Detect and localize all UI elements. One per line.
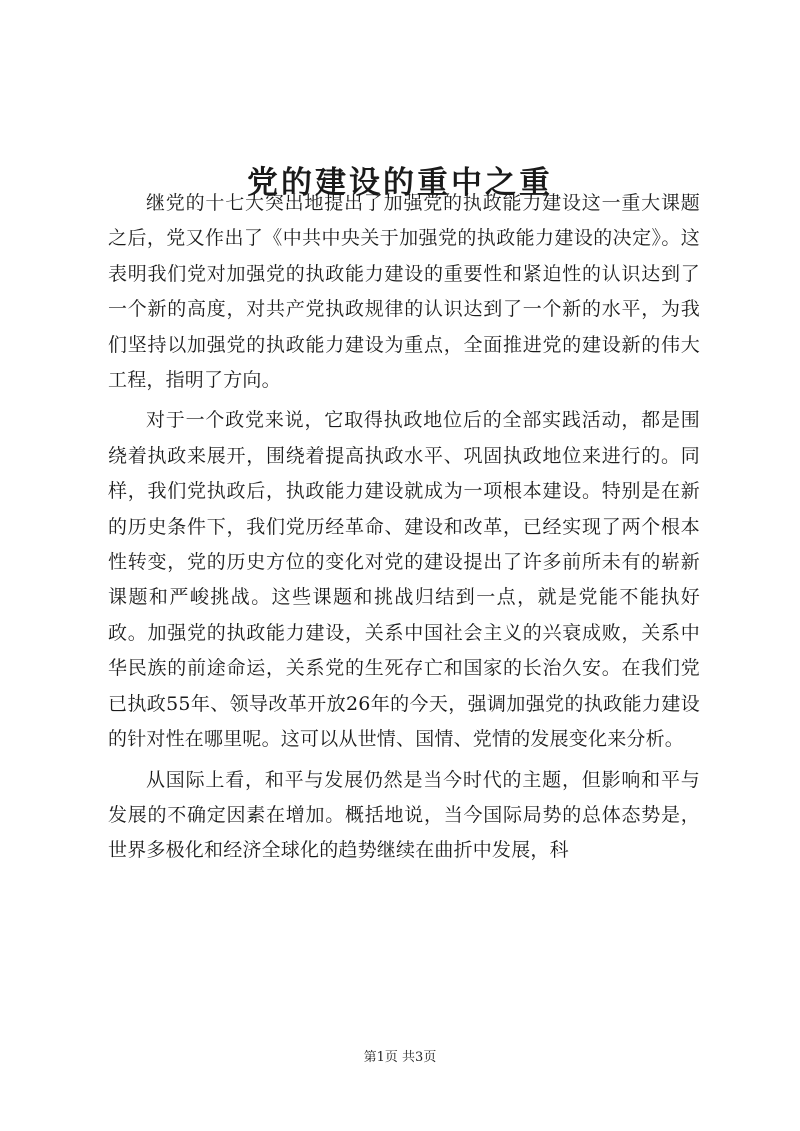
document-body — [108, 186, 700, 874]
page-footer — [0, 1049, 800, 1067]
page-number: 第1页 共3页 — [363, 1050, 437, 1065]
paragraph-3: 从国际上看，和平与发展仍然是当今时代的主题，但影响和平与发展的不确定因素在增加。概括地说，当今国际局势的总体态势是，世界多极化和经济全球化的趋势继续在曲折中发展，科 — [108, 768, 700, 862]
paragraph-1: 继党的十七大突出地提出了加强党的执政能力建设这一重大课题之后，党又作出了《中共中央关于加强党的执政能力建设的决定》。这表明我们党对加强党的执政能力建设的重要性和紧迫性的认识达到了一个新的高度，对共产党执政规律的认识达到了一个新的水平，为我们坚持以加强党的执政能力建设为重点，全面推进党的建设新的伟大工程，指明了方向。 — [108, 192, 700, 392]
document-title: 党的建设的重中之重 — [247, 164, 553, 201]
paragraph-2: 对于一个政党来说，它取得执政地位后的全部实践活动，都是围绕着执政来展开，围绕着提高执政水平、巩固执政地位来进行的。同样，我们党执政后，执政能力建设就成为一项根本建设。特别是在新的历史条件下，我们党历经革命、建设和改革，已经实现了两个根本性转变，党的历史方位的变化对党的建设提出了许多前所未有的崭新课题和严峻挑战。这些课题和挑战归结到一点，就是党能不能执好政。加强党的执政能力建设，关系中国社会主义的兴衰成败，关系中华民族的前途命运，关系党的生死存亡和国家的长治久安。在我们党已执政55年、领导改革开放26年的今天，强调加强党的执政能力建设的针对性在哪里呢。这可以从世情、国情、党情的发展变化来分析。 — [108, 409, 700, 751]
